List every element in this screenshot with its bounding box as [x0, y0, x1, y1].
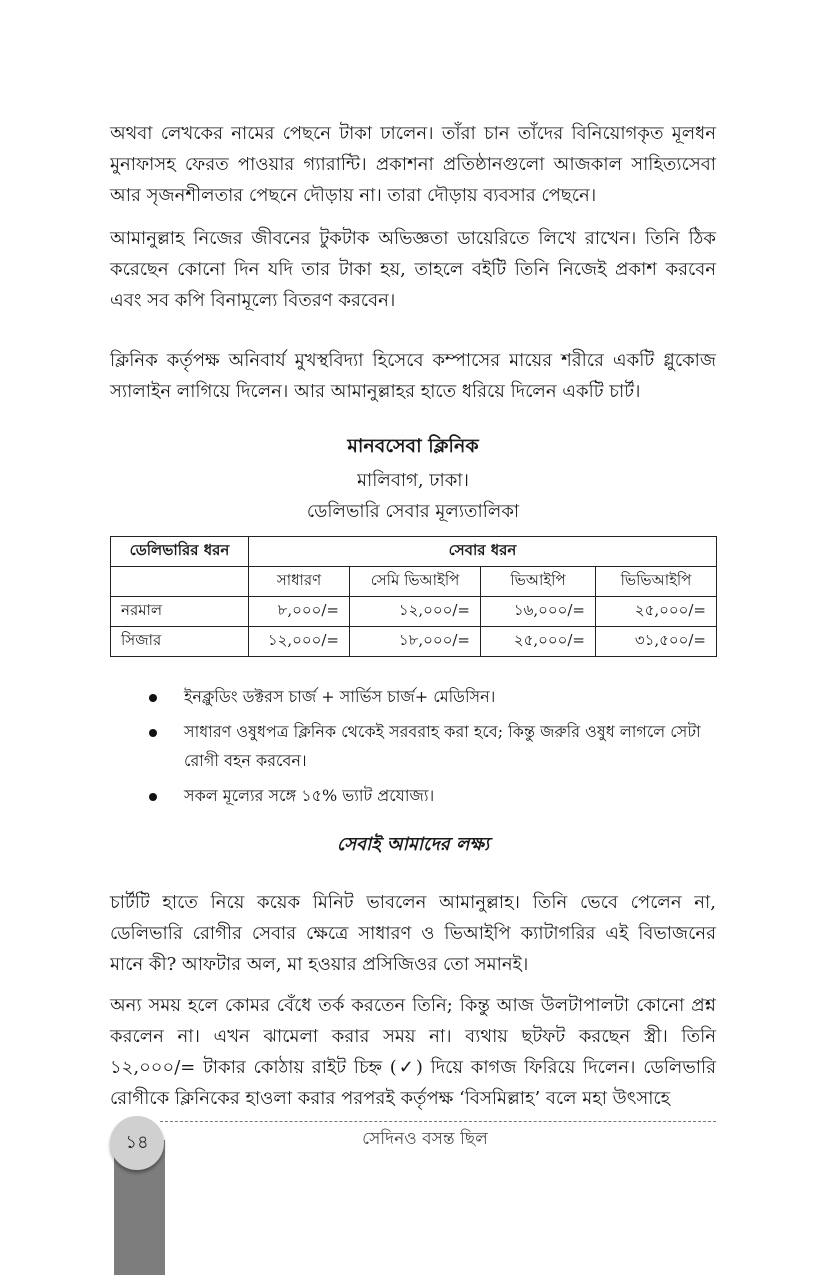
list-item: সাধারণ ওষুধপত্র ক্লিনিক থেকেই সরবরাহ করা হবে; কিন্তু জরুরি ওষুধ লাগলে সেটা রোগী বহন করবেন। [146, 717, 718, 775]
table-subheader-row [111, 567, 717, 597]
list-item: সকল মূল্যের সঙ্গে ১৫% ভ্যাট প্রযোজ্য। [146, 781, 718, 810]
column-header: ভিআইপি [481, 567, 596, 597]
column-header: সাধারণ [249, 567, 350, 597]
paragraph-1: অথবা লেখকের নামের পেছনে টাকা ঢালেন। তাঁরা চান তাঁদের বিনিয়োগকৃত মূলধন মুনাফাসহ ফেরত পাওয়ার গ্যারান্টি। প্রকাশনা প্রতিষ্ঠানগুলো আজকাল সাহিত্যসেবা আর সৃজনশীলতার পেছনে দৌড়ায় না। তারা দৌড়ায় ব্যবসার পেছনে। [110, 123, 716, 206]
price-cell: ১২,০০০/= [249, 627, 350, 657]
clinic-name: মানবসেবা ক্লিনিক [347, 435, 479, 457]
price-cell: ২৫,০০০/= [596, 597, 717, 627]
row-label: সিজার [111, 627, 249, 657]
price-cell: ১৮,০০০/= [350, 627, 481, 657]
notes-list [146, 682, 718, 816]
list-item: ইনক্লুডিং ডক্টরস চার্জ + সার্ভিস চার্জ+ মেডিসিন। [146, 682, 718, 711]
table-empty-cell [111, 567, 249, 597]
column-header: সেমি ভিআইপি [350, 567, 481, 597]
price-cell: ২৫,০০০/= [481, 627, 596, 657]
table-group-header: সেবার ধরন [249, 537, 717, 567]
paragraph-2: আমানুল্লাহ নিজের জীবনের টুকটাক অভিজ্ঞতা ডায়েরিতে লিখে রাখেন। তিনি ঠিক করেছেন কোনো দিন যদি তার টাকা হয়, তাহলে বইটি তিনি নিজেই প্রকাশ করবেন এবং সব কপি বিনামূল্যে বিতরণ করবেন। [110, 228, 716, 311]
text-block-chart [110, 887, 716, 989]
page-number: ১৪ [125, 1131, 149, 1153]
price-cell: ১২,০০০/= [350, 597, 481, 627]
page-number-badge [110, 1116, 164, 1170]
table-corner-header: ডেলিভারির ধরন [111, 537, 249, 567]
price-list-title: ডেলিভারি সেবার মূল্যতালিকা [306, 501, 520, 522]
price-cell: ৮,০০০/= [249, 597, 350, 627]
text-block-clinic [110, 345, 716, 416]
price-cell: ১৬,০০০/= [481, 597, 596, 627]
slogan: সেবাই আমাদের লক্ষ্য [336, 834, 490, 855]
footer-divider [160, 1121, 716, 1122]
table-row [111, 627, 717, 657]
column-header: ভিভিআইপি [596, 567, 717, 597]
running-title: সেদিনও বসন্ত ছিল [362, 1129, 488, 1149]
paragraph-4: চার্টটি হাতে নিয়ে কয়েক মিনিট ভাবলেন আমানুল্লাহ। তিনি ভেবে পেলেন না, ডেলিভারি রোগীর সেবার ক্ষেত্রে সাধারণ ও ভিআইপি ক্যাটাগরির এই বিভাজনের মানে কী? আফটার অল, মা হওয়ার প্রসিজিওর তো সমানই। [110, 892, 716, 975]
paragraph-5: অন্য সময় হলে কোমর বেঁধে তর্ক করতেন তিনি; কিন্তু আজ উলটাপালটা কোনো প্রশ্ন করলেন না। এখন ঝামেলা করার সময় না। ব্যথায় ছটফট করছেন স্ত্রী। তিনি ১২,০০০/= টাকার কোঠায় রাইট চিহ্ন (✓) দিয়ে কাগজ ফিরিয়ে দিলেন। ডেলিভারি রোগীকে ক্লিনিকের হাওলা করার পরপরই কর্তৃপক্ষ ‘বিসমিল্লাহ’ বলে মহা উৎসাহে [110, 995, 716, 1109]
paragraph-3: ক্লিনিক কর্তৃপক্ষ অনিবার্য মুখস্থবিদ্যা হিসেবে কম্পাসের মায়ের শরীরে একটি গ্লুকোজ স্যালাইন লাগিয়ে দিলেন। আর আমানুল্লাহর হাতে ধরিয়ে দিলেন একটি চার্ট। [110, 350, 716, 402]
table-row [111, 597, 717, 627]
price-cell: ৩১,৫০০/= [596, 627, 717, 657]
price-table [110, 536, 717, 657]
text-block-end [110, 990, 716, 1123]
text-block-top [110, 118, 716, 220]
text-block-diary [110, 223, 716, 325]
row-label: নরমাল [111, 597, 249, 627]
clinic-address: মালিবাগ, ঢাকা। [357, 470, 469, 491]
table-header-row [111, 537, 717, 567]
